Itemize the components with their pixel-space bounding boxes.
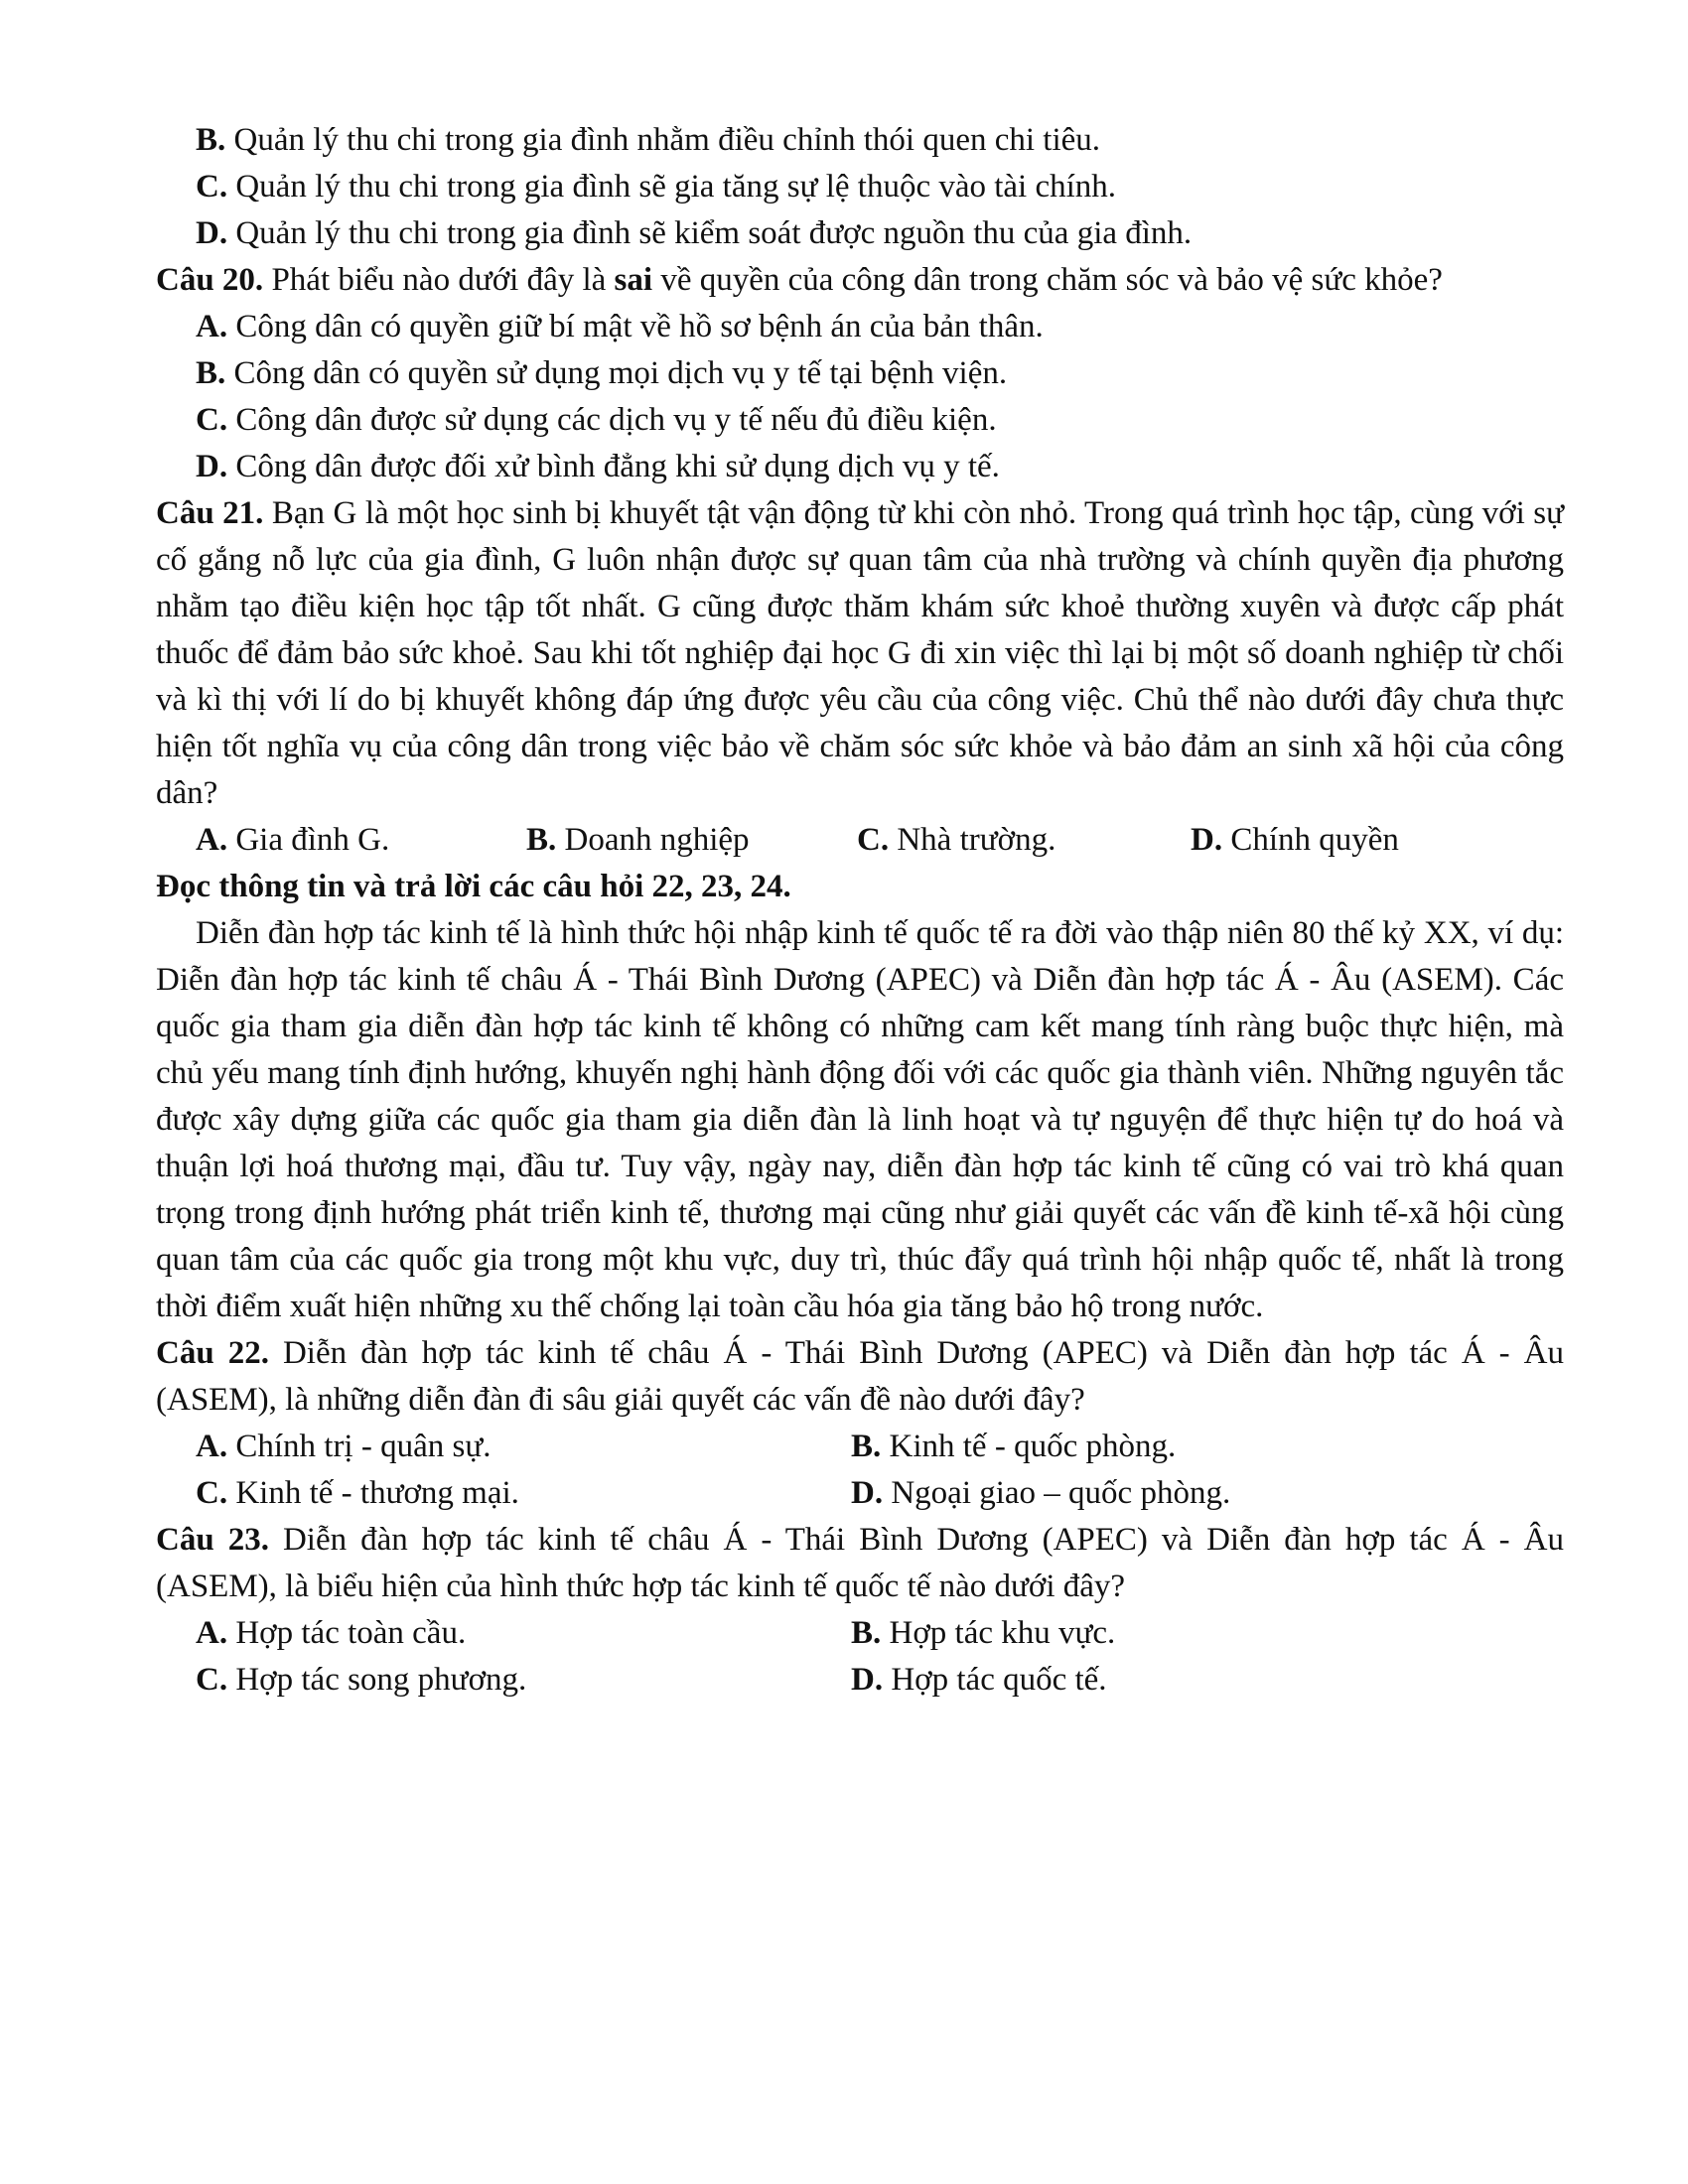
- option-text: Hợp tác quốc tế.: [883, 1662, 1107, 1698]
- q19-option-c: [156, 164, 1564, 210]
- stem-text: Diễn đàn hợp tác kinh tế châu Á - Thái Bình Dương (APEC) và Diễn đàn hợp tác Á - Âu (ASEM), là biểu hiện của hình thức hợp tác kinh tế quốc tế nào dưới đây?: [156, 1522, 1564, 1604]
- q23-option-d: [851, 1657, 1107, 1704]
- option-text: Kinh tế - thương mại.: [227, 1475, 519, 1511]
- option-letter: D.: [851, 1475, 884, 1511]
- option-text: Chính quyền: [1222, 822, 1399, 858]
- option-letter: B.: [526, 822, 557, 858]
- option-text: Nhà trường.: [889, 822, 1056, 858]
- question-22-stem: [156, 1330, 1564, 1424]
- q23-option-c: [196, 1657, 851, 1704]
- option-letter: A.: [196, 1615, 228, 1651]
- q22-option-c: [196, 1470, 851, 1517]
- q22-option-a: [196, 1424, 851, 1470]
- q20-option-d: [156, 444, 1564, 490]
- option-text: Công dân được đối xử bình đẳng khi sử dụng dịch vụ y tế.: [227, 449, 1000, 484]
- option-text: Công dân có quyền giữ bí mật về hồ sơ bệnh án của bản thân.: [227, 309, 1044, 344]
- exam-page: [156, 117, 1564, 1704]
- question-20-stem: [156, 257, 1564, 304]
- option-letter: C.: [196, 1662, 228, 1698]
- q23-option-b: [851, 1610, 1115, 1657]
- option-letter: B.: [851, 1429, 882, 1464]
- question-label: Câu 22.: [156, 1335, 269, 1371]
- stem-text: Diễn đàn hợp tác kinh tế châu Á - Thái Bình Dương (APEC) và Diễn đàn hợp tác Á - Âu (ASEM), là những diễn đàn đi sâu giải quyết các vấn đề nào dưới đây?: [156, 1335, 1564, 1418]
- question-label: Câu 23.: [156, 1522, 269, 1558]
- stem-part: Phát biểu nào dưới đây là: [263, 262, 615, 298]
- stem-text: Bạn G là một học sinh bị khuyết tật vận động từ khi còn nhỏ. Trong quá trình học tập, cùng với sự cố gắng nỗ lực của gia đình, G luôn nhận được sự quan tâm của nhà trường và chính quyền địa phương nhằm tạo điều kiện học tập tốt nhất. G cũng được thăm khám sức khoẻ thường xuyên và được cấp phát thuốc để đảm bảo sức khoẻ. Sau khi tốt nghiệp đại học G đi xin việc thì lại bị một số doanh nghiệp từ chối và kì thị với lí do bị khuyết không đáp ứng được yêu cầu của công việc. Chủ thể nào dưới đây chưa thực hiện tốt nghĩa vụ của công dân trong việc bảo về chăm sóc sức khỏe và bảo đảm an sinh xã hội của công dân?: [156, 495, 1565, 811]
- option-letter: C.: [857, 822, 890, 858]
- q20-option-a: [156, 304, 1564, 350]
- q19-option-b: [156, 117, 1564, 164]
- option-letter: D.: [851, 1662, 884, 1698]
- option-letter: A.: [196, 309, 228, 344]
- option-letter: B.: [196, 355, 226, 391]
- option-text: Quản lý thu chi trong gia đình nhằm điều chỉnh thói quen chi tiêu.: [225, 122, 1101, 158]
- option-letter: B.: [196, 122, 226, 158]
- option-letter: D.: [1191, 822, 1223, 858]
- question-23-stem: [156, 1517, 1564, 1610]
- q21-option-c: [857, 817, 1191, 864]
- q21-option-a: [196, 817, 526, 864]
- q21-option-d: [1191, 817, 1399, 864]
- q19-option-d: [156, 210, 1564, 257]
- q20-option-c: [156, 397, 1564, 444]
- option-letter: C.: [196, 1475, 228, 1511]
- stem-part: về quyền của công dân trong chăm sóc và bảo vệ sức khỏe?: [652, 262, 1443, 298]
- option-letter: B.: [851, 1615, 882, 1651]
- reading-heading: Đọc thông tin và trả lời các câu hỏi 22, 23, 24.: [156, 869, 791, 904]
- option-text: Hợp tác song phương.: [227, 1662, 527, 1698]
- q22-options-row-2: [156, 1470, 1564, 1517]
- option-text: Quản lý thu chi trong gia đình sẽ kiểm soát được nguồn thu của gia đình.: [227, 215, 1193, 251]
- q22-option-b: [851, 1424, 1176, 1470]
- q21-option-b: [526, 817, 857, 864]
- option-letter: A.: [196, 1429, 228, 1464]
- option-text: Gia đình G.: [227, 822, 390, 858]
- option-text: Doanh nghiệp: [556, 822, 750, 858]
- option-text: Hợp tác toàn cầu.: [227, 1615, 467, 1651]
- q23-options-row-2: [156, 1657, 1564, 1704]
- q23-options-row-1: [156, 1610, 1564, 1657]
- option-text: Ngoại giao – quốc phòng.: [883, 1475, 1231, 1511]
- option-text: Công dân được sử dụng các dịch vụ y tế nếu đủ điều kiện.: [227, 402, 997, 438]
- option-letter: C.: [196, 402, 228, 438]
- option-text: Chính trị - quân sự.: [227, 1429, 492, 1464]
- option-text: Công dân có quyền sử dụng mọi dịch vụ y tế tại bệnh viện.: [225, 355, 1008, 391]
- q22-options-row-1: [156, 1424, 1564, 1470]
- option-letter: D.: [196, 215, 228, 251]
- question-21-stem: [156, 490, 1564, 817]
- q20-option-b: [156, 350, 1564, 397]
- reading-passage: Diễn đàn hợp tác kinh tế là hình thức hội nhập kinh tế quốc tế ra đời vào thập niên 80 thế kỷ XX, ví dụ: Diễn đàn hợp tác kinh tế châu Á - Thái Bình Dương (APEC) và Diễn đàn hợp tác Á - Âu (ASEM). Các quốc gia tham gia diễn đàn hợp tác kinh tế không có những cam kết mang tính ràng buộc thực hiện, mà chủ yếu mang tính định hướng, khuyến nghị hành động đối với các quốc gia thành viên. Những nguyên tắc được xây dựng giữa các quốc gia tham gia diễn đàn là linh hoạt và tự nguyện để thực hiện tự do hoá và thuận lợi hoá thương mại, đầu tư. Tuy vậy, ngày nay, diễn đàn hợp tác kinh tế cũng có vai trò khá quan trọng trong định hướng phát triển kinh tế, thương mại cũng như giải quyết các vấn đề kinh tế-xã hội cùng quan tâm của các quốc gia trong một khu vực, duy trì, thúc đẩy quá trình hội nhập quốc tế, nhất là trong thời điểm xuất hiện những xu thế chống lại toàn cầu hóa gia tăng bảo hộ trong nước.: [156, 915, 1564, 1324]
- option-letter: D.: [196, 449, 228, 484]
- option-text: Hợp tác khu vực.: [881, 1615, 1116, 1651]
- q21-options: [156, 817, 1564, 864]
- question-label: Câu 21.: [156, 495, 264, 531]
- q23-option-a: [196, 1610, 851, 1657]
- option-text: Quản lý thu chi trong gia đình sẽ gia tăng sự lệ thuộc vào tài chính.: [227, 169, 1117, 205]
- option-letter: C.: [196, 169, 228, 205]
- question-label: Câu 20.: [156, 262, 264, 298]
- option-letter: A.: [196, 822, 228, 858]
- q22-option-d: [851, 1470, 1230, 1517]
- option-text: Kinh tế - quốc phòng.: [881, 1429, 1177, 1464]
- stem-emphasis: sai: [614, 262, 653, 298]
